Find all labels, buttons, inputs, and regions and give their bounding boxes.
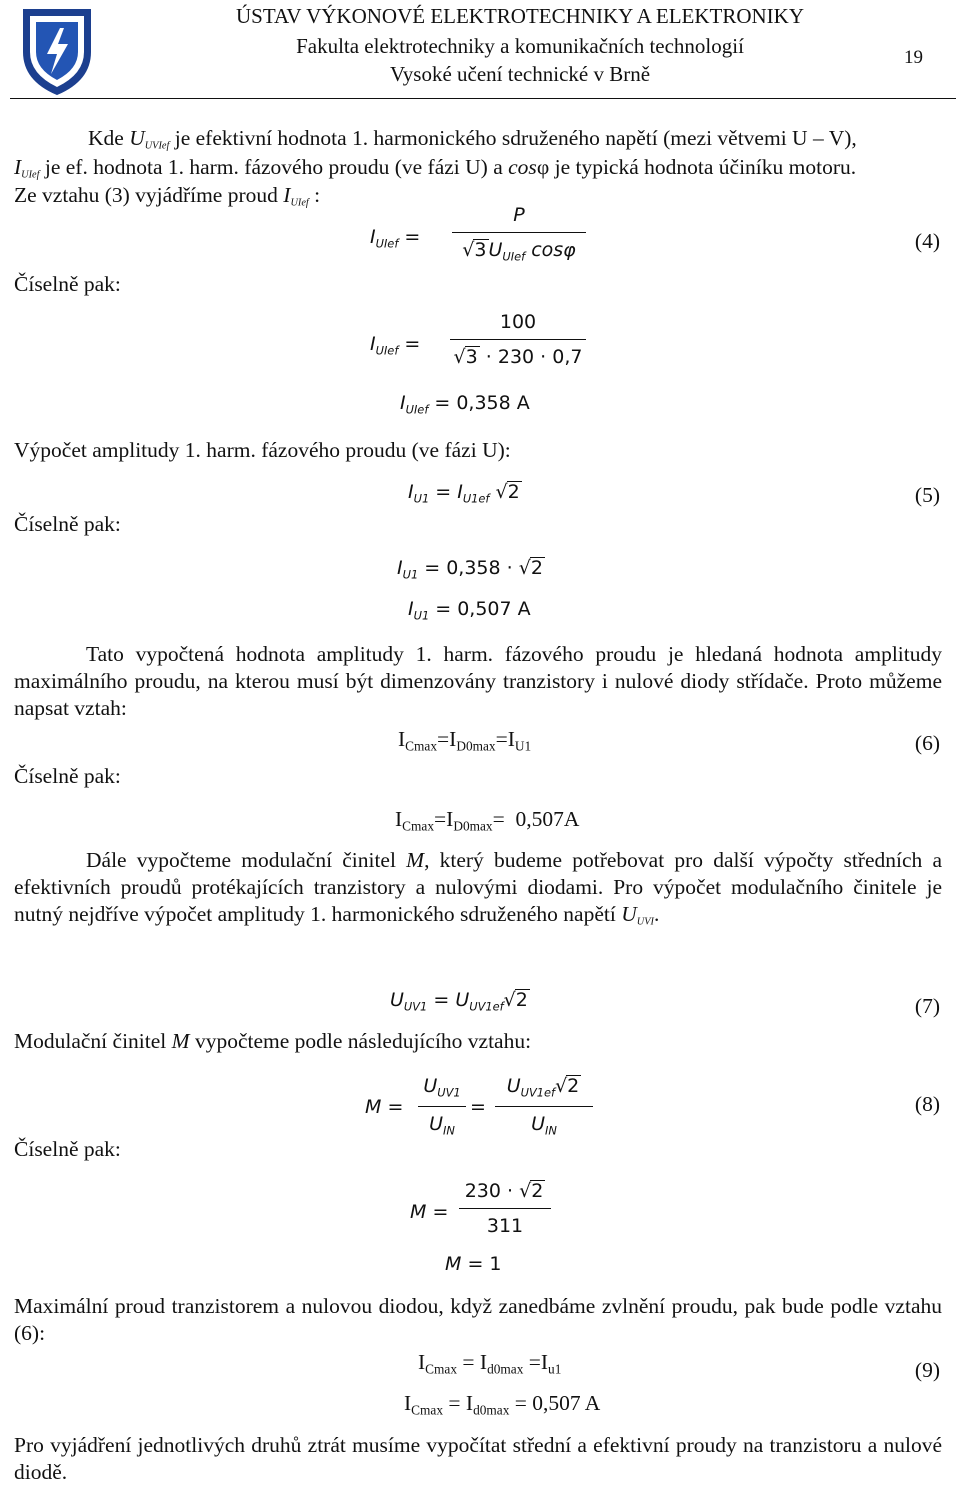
eq6-number: (6) xyxy=(914,731,940,755)
eq5-result: $I_{U1} = 0,507$ A xyxy=(408,598,531,623)
eq8-num-fraction: 230 · √2 311 xyxy=(459,1180,551,1237)
eq4-number: (4) xyxy=(914,229,940,253)
label-numerically: Číselně pak: xyxy=(14,1137,121,1161)
eq5-number: (5) xyxy=(914,483,940,507)
eq6-symbolic: $I_{Cmax}=I_{D0max}=I_{U1}$ xyxy=(398,727,532,754)
label-numerically: Číselně pak: xyxy=(14,764,121,788)
eq4-fraction: P √3 $U_{UIef}$ cosφ xyxy=(452,204,586,264)
eq8-result: M = 1 xyxy=(445,1253,502,1275)
paragraph-amplitude: Výpočet amplitudy 1. harm. fázového proudu (ve fázi U): xyxy=(14,438,511,462)
eq8-equals: = xyxy=(470,1096,486,1118)
header-institute: ÚSTAV VÝKONOVÉ ELEKTROTECHNIKY A ELEKTRONIKY xyxy=(235,4,804,28)
eq5-symbolic: $I_{U1} = I_{U1ef}$ √2 xyxy=(408,481,520,506)
eq7: $U_{UV1} = U_{UV1ef}√2$ xyxy=(390,989,528,1014)
eq4-num-lhs: $I_{UIef}$ = xyxy=(370,333,421,358)
header-faculty: Fakulta elektrotechniky a komunikačních technologií xyxy=(296,34,744,58)
paragraph-intro-line3: Ze vztahu (3) vyjádříme proud $I_{UIef}$ : xyxy=(14,183,321,209)
paragraph-modulation-formula: Modulační činitel M vypočteme podle následujícího vztahu: xyxy=(14,1029,532,1053)
eq9-symbolic: $I_{Cmax} = I_{d0max} =I_{u1}$ xyxy=(418,1350,562,1377)
label-numerically: Číselně pak: xyxy=(14,512,121,536)
eq8-fraction-2: $U_{UV1ef}√2$ $U_{IN}$ xyxy=(495,1075,593,1137)
eq9-number: (9) xyxy=(914,1358,940,1382)
eq4-lhs: $I_{UIef}$ = xyxy=(370,226,421,251)
paragraph-max-current: Tato vypočtená hodnota amplitudy 1. harm. fázového proudu je hledaná hodnota amplitudy maximálního proudu, na kterou musí být dimenzovány tranzistory i nulové diody střídače. Proto můžeme napsat vztah: xyxy=(14,642,942,720)
paragraph-intro-line1: Kde $U_{UVIef}$ je efektivní hodnota 1. harmonického sdruženého napětí (mezi větvemi U – V), xyxy=(88,126,857,152)
eq8-number: (8) xyxy=(914,1092,940,1116)
paragraph-intro-line2: $I_{UIef}$ je ef. hodnota 1. harm. fázového proudu (ve fázi U) a cosφ je typická hodnota účiníku motoru. xyxy=(14,155,857,181)
header-divider xyxy=(10,98,956,99)
logo xyxy=(20,6,94,96)
eq7-number: (7) xyxy=(914,994,940,1018)
eq8-fraction-1: $U_{UV1}$ $U_{IN}$ xyxy=(418,1075,466,1137)
paragraph-transistor-current: Maximální proud tranzistorem a nulovou diodou, když zanedbáme zvlnění proudu, pak bude podle vztahu (6): xyxy=(14,1294,942,1345)
eq8-num-lhs: M = xyxy=(410,1201,449,1223)
eq4-num-fraction: 100 √3 · 230 · 0,7 xyxy=(450,311,586,368)
logo-shield-icon xyxy=(20,6,94,96)
page-number: 19 xyxy=(904,47,923,68)
eq5-numeric: $I_{U1} = 0,358 \cdot √2$ xyxy=(397,557,543,582)
eq6-result: $I_{Cmax}=I_{D0max}= 0,507A$ xyxy=(395,807,580,834)
paragraph-losses: Pro vyjádření jednotlivých druhů ztrát musíme vypočítat střední a efektivní proudy na tranzistoru a nulové diodě. xyxy=(14,1433,942,1484)
label-numerically: Číselně pak: xyxy=(14,272,121,296)
paragraph-modulation: Dále vypočteme modulační činitel M, který budeme potřebovat pro další výpočty středních a efektivních proudů protékajících tranzistory a nulovými diodami. Pro výpočet modulačního činitele je nutný nejdříve výpočet amplitudy 1. harmonického sdruženého napětí $U_{UVI}$. xyxy=(14,848,942,928)
header-university: Vysoké učení technické v Brně xyxy=(389,62,651,86)
eq4-result: $I_{UIef} = 0,358$ A xyxy=(400,392,530,417)
eq8-lhs: M = xyxy=(365,1096,404,1118)
eq9-result: $I_{Cmax} = I_{d0max} = 0,507$ A xyxy=(404,1391,601,1418)
